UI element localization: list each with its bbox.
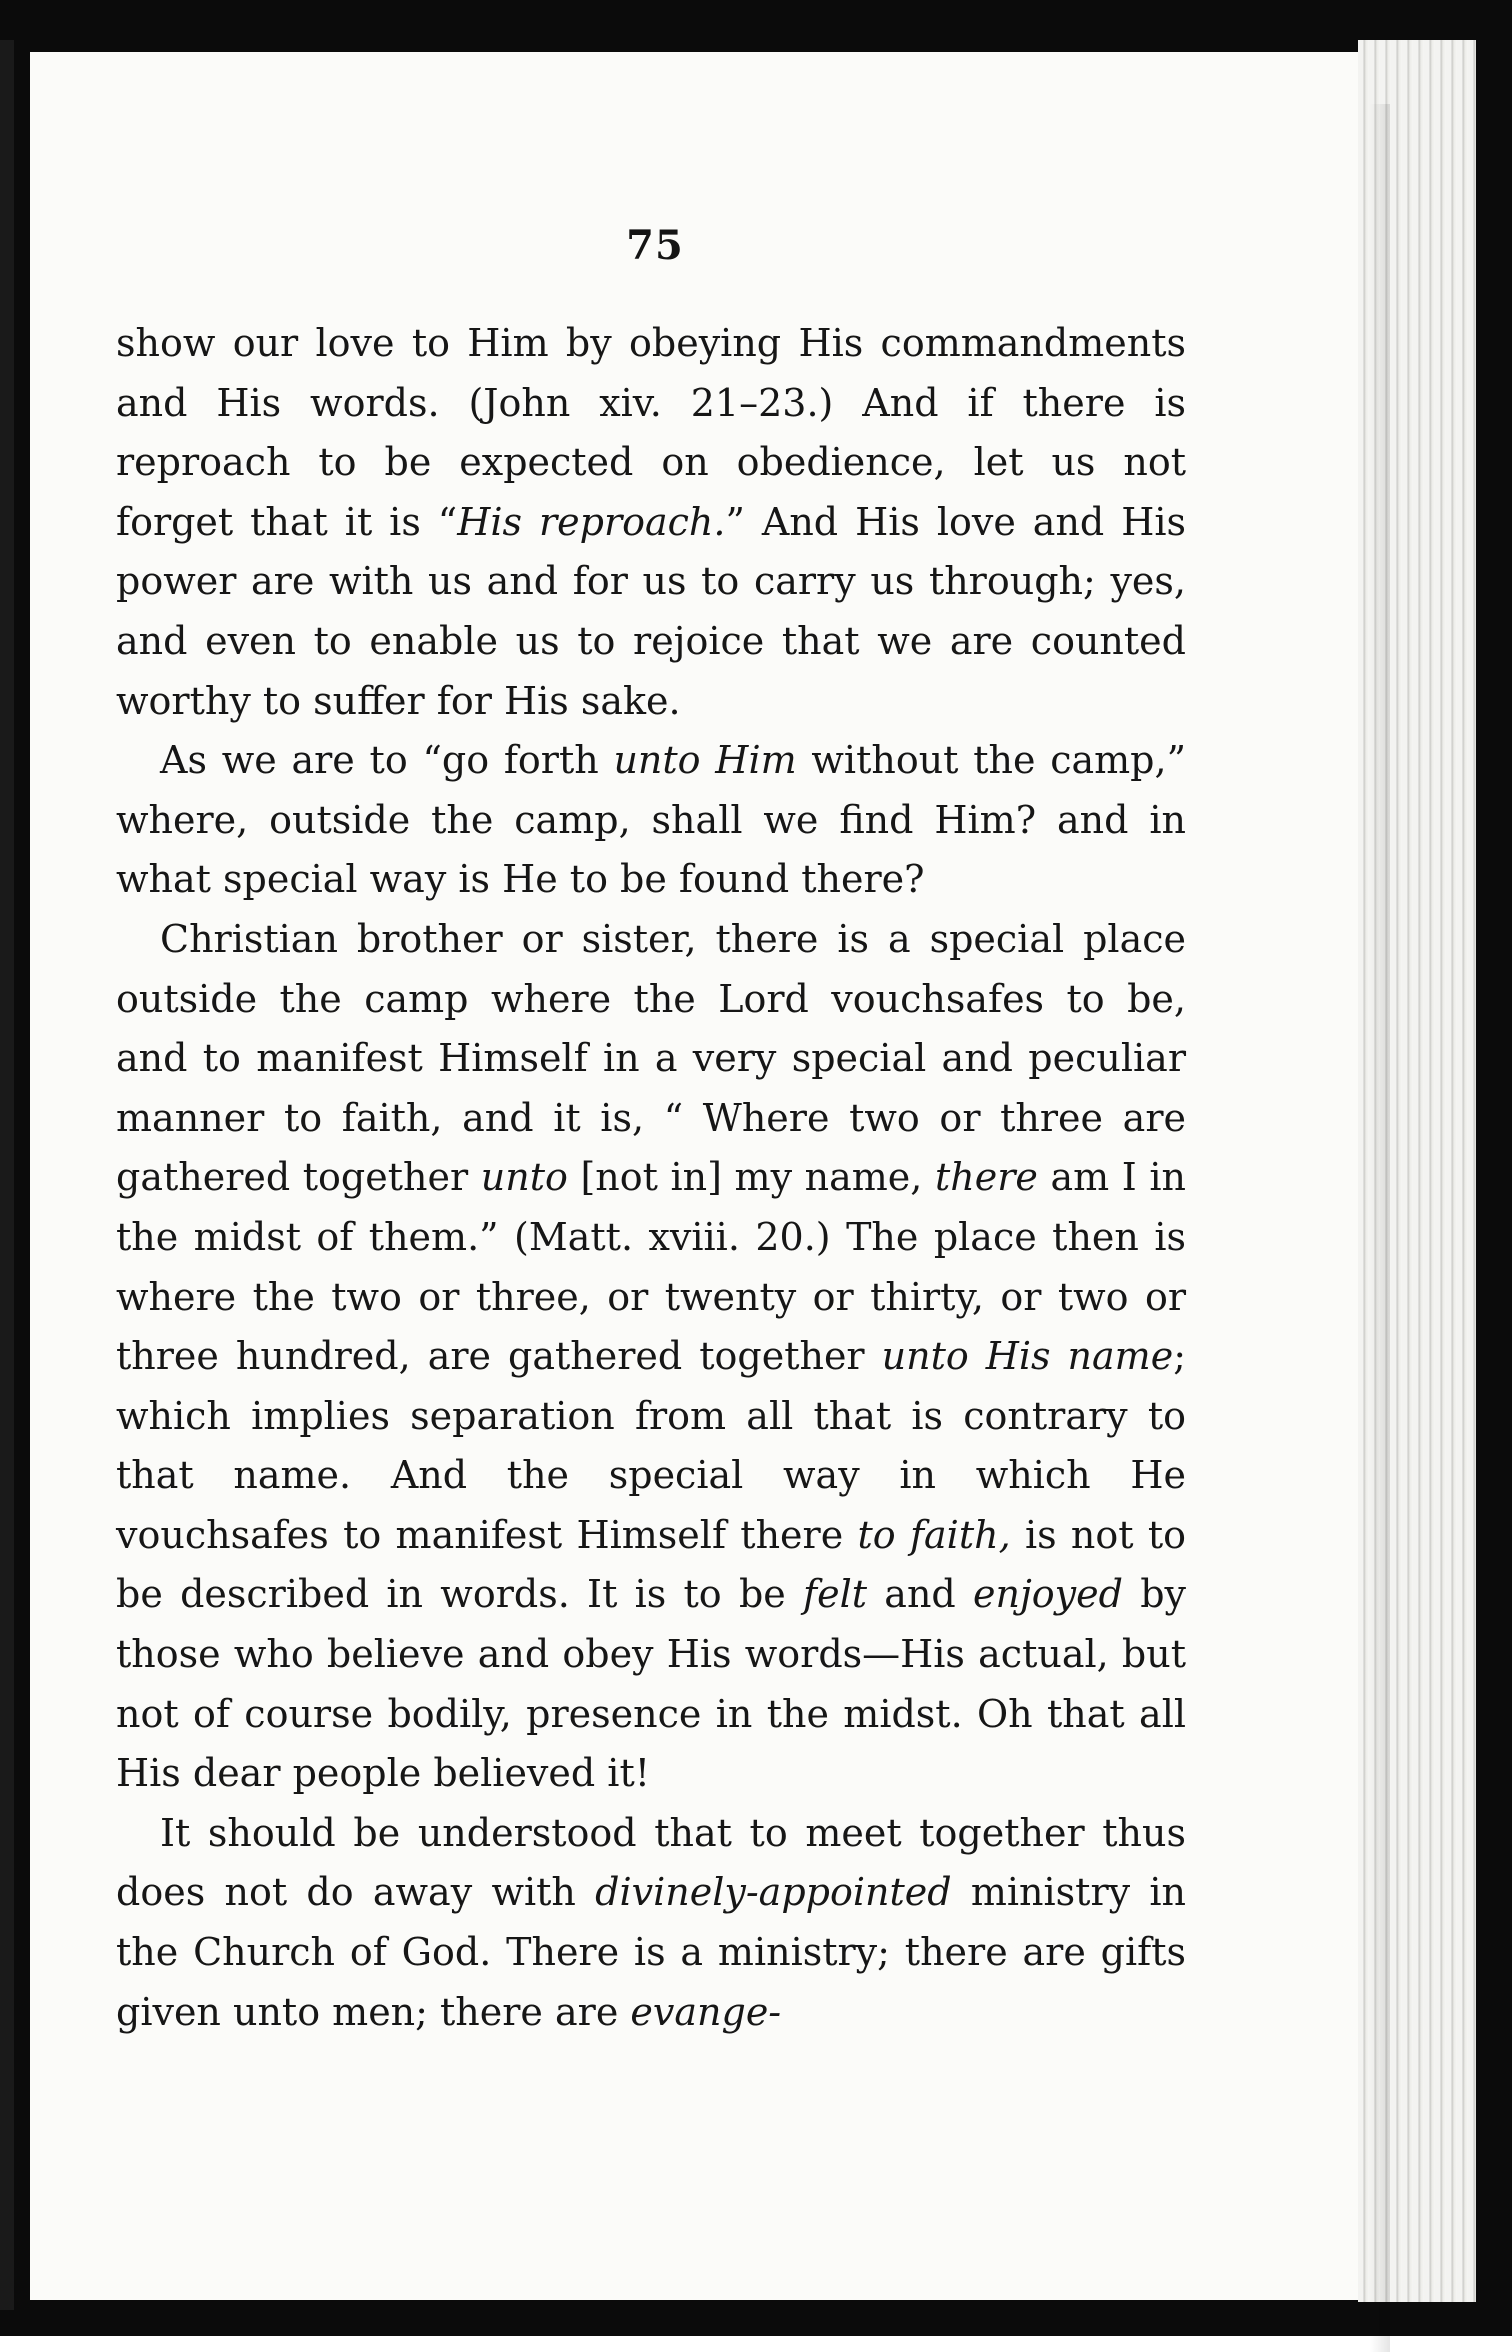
italic-text: divinely-appointed xyxy=(595,1870,952,1915)
text-run: Christian brother or sister, there is a special place outside the camp where the Lord vouchsafes to be, and to manifest Himself in a very special and peculiar manner to faith, and it is, “ Where two or three are gathered together xyxy=(116,916,1186,1200)
text-run: is not to be described in words. It is to be xyxy=(116,1512,1186,1617)
text-run: by those who believe and obey His words—His actual, but not of course bodily, presence in the midst. Oh that all His dear people believed it! xyxy=(116,1572,1187,1796)
page-number: 75 xyxy=(626,222,684,269)
book-page xyxy=(30,52,1358,2300)
page-gutter-shadow xyxy=(1370,104,1390,2352)
text-run: am I in the midst of them.” (Matt. xviii. 20.) The place then is where the two or three, or twenty or thirty, or two or three hundred, are gathered together xyxy=(116,1155,1186,1379)
text-run: It should be understood that to meet together thus does not do away with xyxy=(116,1810,1186,1915)
italic-text: His reproach. xyxy=(457,499,726,544)
paragraph xyxy=(116,314,1186,731)
text-run: [not in] my name, xyxy=(567,1155,935,1200)
text-run: ; which implies separation from all that is contrary to that name. And the special way in which He vouchsafes to manifest Himself there xyxy=(116,1334,1187,1557)
text-run: ministry in the Church of God. There is a ministry; there are gifts given unto men; there are xyxy=(116,1870,1186,2034)
italic-text: unto Him xyxy=(613,738,797,783)
italic-text: to faith, xyxy=(857,1512,1011,1557)
italic-text: enjoyed xyxy=(973,1572,1123,1617)
italic-text: evange- xyxy=(630,1989,782,2034)
italic-text: there xyxy=(934,1155,1038,1200)
text-run: without the camp,” where, outside the camp, shall we find Him? and in what special way is He to be found there? xyxy=(116,738,1186,902)
text-run: As we are to “go forth xyxy=(160,738,614,783)
italic-text: felt xyxy=(803,1572,868,1617)
italic-text: unto xyxy=(480,1155,568,1200)
italic-text: unto His name xyxy=(881,1334,1174,1379)
paragraph xyxy=(116,910,1186,1804)
body-text xyxy=(116,314,1186,2042)
text-run: show our love to Him by obeying His commandments and His words. (John xiv. 21–23.) And if there is reproach to be expected on obedience, let us not forget that it is “ xyxy=(116,321,1186,544)
text-run: ” And His love and His power are with us and for us to carry us through; yes, and even to enable us to rejoice that we are counted worthy to suffer for His sake. xyxy=(116,499,1187,723)
paragraph xyxy=(116,731,1186,910)
paragraph xyxy=(116,1804,1186,2042)
book-binding-edge xyxy=(0,40,14,2310)
text-run: and xyxy=(867,1572,974,1617)
